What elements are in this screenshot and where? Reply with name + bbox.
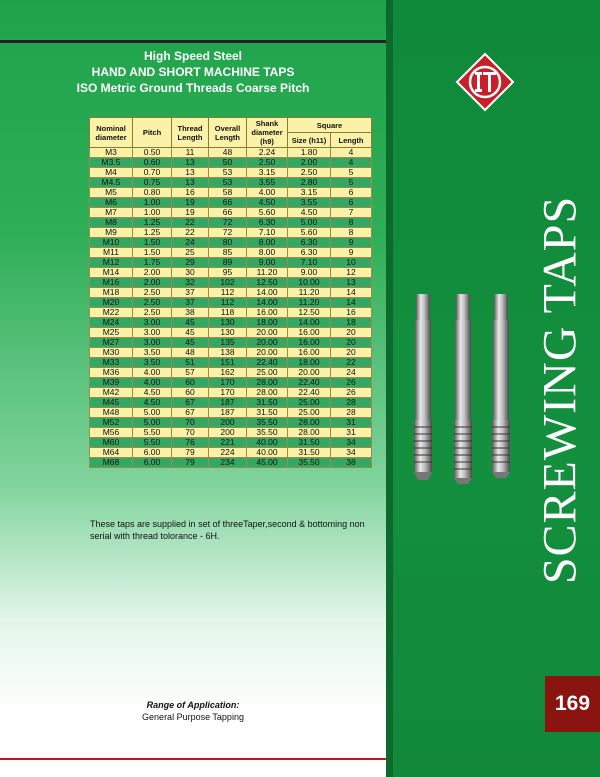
table-cell: 1.50 (133, 248, 172, 258)
table-cell: 5.00 (133, 418, 172, 428)
table-cell: 5.50 (133, 438, 172, 448)
table-cell: 48 (172, 348, 209, 358)
table-cell: 72 (209, 228, 247, 238)
table-cell: M25 (90, 328, 133, 338)
table-row (90, 208, 372, 218)
table-cell: 76 (172, 438, 209, 448)
table-cell: 40.00 (247, 438, 288, 448)
table-cell: M60 (90, 438, 133, 448)
table-row (90, 348, 372, 358)
table-cell: 66 (209, 208, 247, 218)
table-cell: 5.00 (288, 218, 331, 228)
bottom-divider (0, 758, 386, 760)
table-cell: 16.00 (288, 328, 331, 338)
table-cell: 1.00 (133, 198, 172, 208)
table-cell: 6.30 (288, 248, 331, 258)
table-cell: 45 (172, 328, 209, 338)
table-cell: 9.00 (247, 258, 288, 268)
table-cell: 4.50 (133, 398, 172, 408)
table-cell: 28 (331, 398, 372, 408)
table-cell: 28 (331, 408, 372, 418)
table-cell: 1.25 (133, 228, 172, 238)
table-cell: 221 (209, 438, 247, 448)
table-cell: 130 (209, 318, 247, 328)
table-cell: 20 (331, 348, 372, 358)
table-row (90, 238, 372, 248)
table-cell: 4.50 (247, 198, 288, 208)
tap-1 (414, 294, 432, 480)
table-cell: 70 (172, 428, 209, 438)
table-row (90, 458, 372, 468)
table-cell: 1.50 (133, 238, 172, 248)
table-cell: 112 (209, 288, 247, 298)
table-cell: 22.40 (288, 378, 331, 388)
table-cell: 0.70 (133, 168, 172, 178)
table-row (90, 448, 372, 458)
table-cell: 18.00 (247, 318, 288, 328)
table-row (90, 388, 372, 398)
table-cell: 34 (331, 448, 372, 458)
table-cell: M36 (90, 368, 133, 378)
table-cell: 4 (331, 158, 372, 168)
table-row (90, 198, 372, 208)
table-cell: 1.80 (288, 148, 331, 158)
table-cell: 72 (209, 218, 247, 228)
table-cell: 2.50 (133, 298, 172, 308)
table-cell: 16 (331, 308, 372, 318)
table-cell: 0.80 (133, 188, 172, 198)
table-row (90, 278, 372, 288)
table-cell: 25.00 (247, 368, 288, 378)
table-cell: M12 (90, 258, 133, 268)
table-cell: M8 (90, 218, 133, 228)
table-cell: M16 (90, 278, 133, 288)
table-cell: 20.00 (247, 328, 288, 338)
table-cell: M10 (90, 238, 133, 248)
table-cell: 38 (172, 308, 209, 318)
table-cell: 95 (209, 268, 247, 278)
table-cell: 8.00 (247, 238, 288, 248)
table-row (90, 288, 372, 298)
table-cell: 10.00 (288, 278, 331, 288)
table-cell: 2.00 (288, 158, 331, 168)
table-cell: 4.50 (133, 388, 172, 398)
table-cell: 2.80 (288, 178, 331, 188)
table-cell: 58 (209, 188, 247, 198)
table-cell: 67 (172, 408, 209, 418)
table-cell: M5 (90, 188, 133, 198)
table-cell: 2.50 (247, 158, 288, 168)
table-cell: M20 (90, 298, 133, 308)
table-cell: 80 (209, 238, 247, 248)
table-cell: 18 (331, 318, 372, 328)
table-cell: 85 (209, 248, 247, 258)
table-cell: 7.10 (247, 228, 288, 238)
table-cell: 22 (331, 358, 372, 368)
table-cell: 7 (331, 208, 372, 218)
table-cell: 224 (209, 448, 247, 458)
table-cell: M27 (90, 338, 133, 348)
table-cell: 31 (331, 418, 372, 428)
table-cell: 16.00 (288, 338, 331, 348)
table-cell: 45.00 (247, 458, 288, 468)
page-number: 169 (545, 676, 600, 732)
table-cell: M52 (90, 418, 133, 428)
table-cell: 4.00 (133, 378, 172, 388)
table-cell: M30 (90, 348, 133, 358)
table-cell: 6 (331, 198, 372, 208)
col-header-overall: Overall Length (209, 118, 247, 148)
table-cell: 13 (331, 278, 372, 288)
table-cell: 14.00 (288, 318, 331, 328)
table-row (90, 158, 372, 168)
table-row (90, 268, 372, 278)
title-line-3: ISO Metric Ground Threads Coarse Pitch (76, 81, 310, 95)
table-cell: 0.60 (133, 158, 172, 168)
table-cell: 45 (172, 318, 209, 328)
table-cell: M24 (90, 318, 133, 328)
table-row (90, 148, 372, 158)
table-cell: 20 (331, 328, 372, 338)
table-row (90, 258, 372, 268)
table-cell: 3.50 (133, 358, 172, 368)
table-cell: 25 (172, 248, 209, 258)
table-cell: 35.50 (247, 428, 288, 438)
table-row (90, 378, 372, 388)
table-cell: M64 (90, 448, 133, 458)
table-row (90, 408, 372, 418)
table-cell: 6.30 (288, 238, 331, 248)
range-of-application-label: Range of Application: (146, 700, 240, 710)
table-cell: 1.00 (133, 208, 172, 218)
table-cell: 35.50 (288, 458, 331, 468)
table-cell: 112 (209, 298, 247, 308)
range-of-application-value: General Purpose Tapping (142, 712, 244, 722)
table-cell: 138 (209, 348, 247, 358)
table-cell: 12.50 (288, 308, 331, 318)
table-cell: M33 (90, 358, 133, 368)
table-cell: 66 (209, 198, 247, 208)
col-header-length: Length (331, 133, 372, 148)
col-header-nominal: Nominal diameter (90, 118, 133, 148)
table-cell: 31 (331, 428, 372, 438)
table-cell: 34 (331, 438, 372, 448)
col-header-shank: Shank diameter (h9) (247, 118, 288, 148)
table-cell: 4.00 (133, 368, 172, 378)
col-header-thread: Thread Length (172, 118, 209, 148)
table-cell: 25.00 (288, 408, 331, 418)
table-cell: 8 (331, 228, 372, 238)
table-cell: 170 (209, 388, 247, 398)
table-cell: 2.50 (288, 168, 331, 178)
table-cell: 5 (331, 178, 372, 188)
table-cell: 57 (172, 368, 209, 378)
table-row (90, 298, 372, 308)
table-cell: M56 (90, 428, 133, 438)
table-cell: M4.5 (90, 178, 133, 188)
table-cell: 19 (172, 208, 209, 218)
col-header-square: Square (288, 118, 372, 133)
table-cell: M42 (90, 388, 133, 398)
table-row (90, 188, 372, 198)
table-cell: 4 (331, 148, 372, 158)
table-cell: M45 (90, 398, 133, 408)
table-cell: M4 (90, 168, 133, 178)
table-cell: 20.00 (247, 348, 288, 358)
table-cell: 45 (172, 338, 209, 348)
table-cell: 60 (172, 388, 209, 398)
table-cell: 234 (209, 458, 247, 468)
table-cell: 37 (172, 298, 209, 308)
table-cell: 50 (209, 158, 247, 168)
top-divider (0, 40, 386, 43)
table-cell: 162 (209, 368, 247, 378)
table-cell: 16 (172, 188, 209, 198)
table-cell: 1.75 (133, 258, 172, 268)
table-cell: 20.00 (247, 338, 288, 348)
table-cell: 200 (209, 418, 247, 428)
table-cell: 9.00 (288, 268, 331, 278)
table-cell: 13 (172, 158, 209, 168)
tap-spec-table (89, 117, 372, 468)
table-cell: 187 (209, 408, 247, 418)
table-cell: 53 (209, 168, 247, 178)
title-line-2: HAND AND SHORT MACHINE TAPS (91, 65, 295, 79)
table-cell: 14 (331, 298, 372, 308)
supply-note: These taps are supplied in set of threeTaper,second & bottoming non serial with thread tolorance - 6H. (90, 519, 365, 541)
table-cell: M6 (90, 198, 133, 208)
table-cell: 40.00 (247, 448, 288, 458)
table-cell: M3.5 (90, 158, 133, 168)
table-cell: 9 (331, 248, 372, 258)
table-row (90, 178, 372, 188)
table-cell: 53 (209, 178, 247, 188)
table-cell: M22 (90, 308, 133, 318)
table-cell: 7.10 (288, 258, 331, 268)
table-cell: 13 (172, 168, 209, 178)
table-cell: 3.50 (133, 348, 172, 358)
table-cell: 10 (331, 258, 372, 268)
table-cell: 2.50 (133, 288, 172, 298)
table-cell: 2.50 (133, 308, 172, 318)
table-cell: M14 (90, 268, 133, 278)
table-cell: 22 (172, 218, 209, 228)
table-cell: 48 (209, 148, 247, 158)
screw-taps-image (410, 292, 520, 492)
table-row (90, 358, 372, 368)
table-cell: 18.00 (288, 358, 331, 368)
table-cell: 12.50 (247, 278, 288, 288)
table-cell: 5.60 (288, 228, 331, 238)
vertical-section-title: SCREWING TAPS (533, 195, 587, 585)
table-cell: M18 (90, 288, 133, 298)
table-cell: 37 (172, 288, 209, 298)
side-panel-edge (386, 0, 393, 777)
table-cell: 3.00 (133, 318, 172, 328)
table-row (90, 328, 372, 338)
table-cell: 6.00 (133, 448, 172, 458)
table-cell: 8 (331, 218, 372, 228)
table-row (90, 248, 372, 258)
table-row (90, 168, 372, 178)
table-cell: 3.55 (288, 198, 331, 208)
table-row (90, 308, 372, 318)
table-cell: 2.00 (133, 268, 172, 278)
table-cell: 26 (331, 388, 372, 398)
table-cell: 3.00 (133, 338, 172, 348)
table-cell: 11.20 (288, 298, 331, 308)
table-cell: 4.00 (247, 188, 288, 198)
table-row (90, 428, 372, 438)
table-cell: 5.00 (133, 408, 172, 418)
table-cell: 3.15 (247, 168, 288, 178)
table-cell: 28.00 (288, 418, 331, 428)
table-cell: 3.15 (288, 188, 331, 198)
table-cell: 30 (172, 268, 209, 278)
table-row (90, 218, 372, 228)
table-cell: 14.00 (247, 288, 288, 298)
table-cell: 28.00 (247, 378, 288, 388)
table-cell: 31.50 (288, 448, 331, 458)
table-cell: 31.50 (288, 438, 331, 448)
table-cell: 5.60 (247, 208, 288, 218)
table-cell: 89 (209, 258, 247, 268)
table-cell: 3.00 (133, 328, 172, 338)
table-cell: 60 (172, 378, 209, 388)
table-cell: 187 (209, 398, 247, 408)
table-cell: 32 (172, 278, 209, 288)
table-row (90, 368, 372, 378)
title-line-1: High Speed Steel (143, 49, 243, 63)
table-row (90, 318, 372, 328)
table-cell: 102 (209, 278, 247, 288)
table-cell: 25.00 (288, 398, 331, 408)
table-cell: 9 (331, 238, 372, 248)
table-cell: 13 (172, 178, 209, 188)
table-cell: 22.40 (288, 388, 331, 398)
table-cell: 79 (172, 458, 209, 468)
table-cell: 2.24 (247, 148, 288, 158)
table-cell: 22 (172, 228, 209, 238)
tap-3 (492, 294, 510, 478)
table-cell: 79 (172, 448, 209, 458)
table-cell: 5.50 (133, 428, 172, 438)
table-cell: 70 (172, 418, 209, 428)
table-cell: M7 (90, 208, 133, 218)
table-cell: 0.75 (133, 178, 172, 188)
table-cell: 8.00 (247, 248, 288, 258)
table-cell: 14.00 (247, 298, 288, 308)
table-row (90, 438, 372, 448)
table-cell: 6.30 (247, 218, 288, 228)
table-cell: 6.00 (133, 458, 172, 468)
table-cell: 11 (172, 148, 209, 158)
table-cell: 35.50 (247, 418, 288, 428)
table-cell: 118 (209, 308, 247, 318)
table-cell: 200 (209, 428, 247, 438)
table-cell: M39 (90, 378, 133, 388)
table-cell: 12 (331, 268, 372, 278)
table-body (90, 148, 372, 468)
table-cell: 5 (331, 168, 372, 178)
table-cell: 31.50 (247, 398, 288, 408)
table-row (90, 418, 372, 428)
table-row (90, 338, 372, 348)
table-cell: 22.40 (247, 358, 288, 368)
table-cell: 3.55 (247, 178, 288, 188)
table-cell: M9 (90, 228, 133, 238)
table-cell: 51 (172, 358, 209, 368)
table-cell: 151 (209, 358, 247, 368)
table-row (90, 228, 372, 238)
table-cell: 24 (331, 368, 372, 378)
table-cell: 26 (331, 378, 372, 388)
table-cell: 170 (209, 378, 247, 388)
table-cell: 1.25 (133, 218, 172, 228)
table-cell: M48 (90, 408, 133, 418)
table-cell: 19 (172, 198, 209, 208)
table-cell: 2.00 (133, 278, 172, 288)
col-header-pitch: Pitch (133, 118, 172, 148)
table-cell: 6 (331, 188, 372, 198)
table-cell: 38 (331, 458, 372, 468)
table-cell: 29 (172, 258, 209, 268)
table-cell: 16.00 (288, 348, 331, 358)
table-cell: 11.20 (247, 268, 288, 278)
table-cell: 0.50 (133, 148, 172, 158)
page-title-block (0, 48, 386, 96)
table-cell: 135 (209, 338, 247, 348)
table-cell: 16.00 (247, 308, 288, 318)
table-cell: M11 (90, 248, 133, 258)
table-cell: 28.00 (247, 388, 288, 398)
table-cell: 20 (331, 338, 372, 348)
table-cell: 14 (331, 288, 372, 298)
table-cell: 130 (209, 328, 247, 338)
table-cell: M68 (90, 458, 133, 468)
col-header-size: Size (h11) (288, 133, 331, 148)
company-logo-icon (455, 52, 515, 112)
table-row (90, 398, 372, 408)
table-cell: 24 (172, 238, 209, 248)
table-cell: 11.20 (288, 288, 331, 298)
table-cell: 28.00 (288, 428, 331, 438)
table-cell: 67 (172, 398, 209, 408)
table-cell: 4.50 (288, 208, 331, 218)
table-cell: 31.50 (247, 408, 288, 418)
table-cell: 20.00 (288, 368, 331, 378)
table-cell: M3 (90, 148, 133, 158)
